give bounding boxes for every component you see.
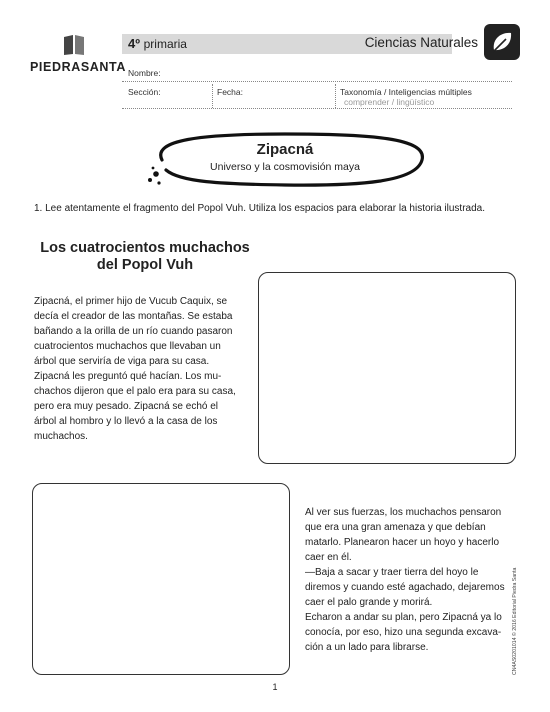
title-cloud-frame: [140, 130, 430, 188]
paragraph-line: Zipacná les preguntó qué hacían. Los mu-: [34, 371, 222, 382]
paragraph-line: caer el palo grande y morirá.: [305, 597, 433, 608]
leaf-icon: [484, 24, 520, 60]
publisher-logo: PIEDRASANTA: [30, 60, 126, 74]
taxonomy-label: Taxonomía / Inteligencias múltiples: [340, 87, 472, 97]
paragraph-line: conocía, por eso, hizo una segunda excava-: [305, 627, 502, 638]
story-paragraph-1: [34, 294, 259, 444]
paragraph-line: árbol que serviría de viga para su casa.: [34, 356, 210, 367]
date-label: Fecha:: [217, 87, 243, 97]
story-paragraph-2: [305, 505, 510, 655]
activity-subtitle: Universo y la cosmovisión maya: [210, 161, 360, 173]
field-divider: [335, 84, 336, 108]
paragraph-line: bañando a la orilla de un río cuando pasaron: [34, 326, 233, 337]
story-title: [30, 240, 260, 274]
illustration-box-2[interactable]: [32, 483, 290, 675]
subject-title: Ciencias Naturales: [364, 35, 478, 50]
paragraph-line: que era una gran amenaza y que debían: [305, 522, 486, 533]
book-logo-icon: [62, 34, 86, 56]
grade-label: [128, 36, 187, 51]
paragraph-line: —Baja a sacar y traer tierra del hoyo le: [305, 567, 479, 578]
paragraph-line: Al ver sus fuerzas, los muchachos pensaron: [305, 507, 502, 518]
activity-title: Zipacná: [256, 141, 314, 158]
instruction-text: 1. Lee atentamente el fragmento del Popol Vuh. Utiliza los espacios para elaborar la historia ilustrada.: [34, 203, 486, 214]
paragraph-line: decía el creador de las montañas. Se estaba: [34, 311, 233, 322]
paragraph-line: ción a un lado para librarse.: [305, 642, 429, 653]
paragraph-line: pero era muy pesado. Zipacná se echó el: [34, 401, 218, 412]
name-line[interactable]: [122, 81, 512, 82]
paragraph-line: árbol al hombro y lo llevó a la casa de los: [34, 416, 218, 427]
name-label: Nombre:: [128, 68, 161, 78]
paragraph-line: diremos y cuando esté agachado, dejaremos: [305, 582, 505, 593]
paragraph-line: Echaron a andar su plan, pero Zipacná ya lo: [305, 612, 502, 623]
paragraph-line: Zipacná, el primer hijo de Vucub Caquix, se: [34, 296, 228, 307]
illustration-box-1[interactable]: [258, 272, 516, 464]
paragraph-line: muchachos.: [34, 431, 88, 442]
paragraph-line: chachos dijeron que el palo era para su casa,: [34, 386, 236, 397]
grade-number: 4º: [128, 36, 140, 51]
story-title-line: Los cuatrocientos muchachos: [40, 240, 250, 256]
paragraph-line: matarlo. Planearon hacer un hoyo y hacerlo: [305, 537, 500, 548]
paragraph-line: cuatrocientos muchachos que llevaban un: [34, 341, 221, 352]
paragraph-line: caer en él.: [305, 552, 352, 563]
taxonomy-value: comprender / lingüístico: [344, 97, 435, 107]
story-title-line: del Popol Vuh: [96, 257, 194, 273]
section-line: [122, 108, 512, 109]
grade-suffix: primaria: [143, 37, 187, 51]
field-divider: [212, 84, 213, 108]
page-number: 1: [272, 682, 278, 692]
section-label: Sección:: [128, 87, 161, 97]
